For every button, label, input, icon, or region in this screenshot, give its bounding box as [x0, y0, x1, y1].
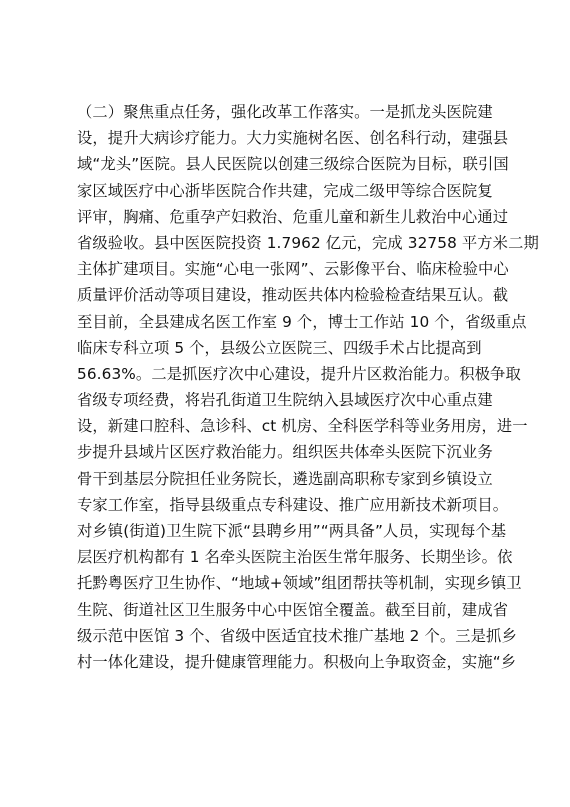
text-line: 层医疗机构都有 1 名牵头医院主治医生常年服务、长期坐诊。依 [77, 548, 513, 567]
text-line: 质量评价活动等项目建设，推动医共体内检验检查结果互认。截 [77, 286, 509, 305]
text-line: 主体扩建项目。实施“心电一张网”、云影像平台、临床检验中心 [77, 260, 509, 279]
text-line: 至目前，全县建成名医工作室 9 个，博士工作站 10 个，省级重点 [77, 312, 527, 331]
text-line: 级示范中医馆 3 个、省级中医适宜技术推广基地 2 个。三是抓乡 [77, 626, 517, 645]
body-paragraph [77, 99, 539, 675]
text-line: 对乡镇(街道)卫生院下派“县聘乡用”“两具备”人员，实现每个基 [77, 522, 507, 540]
text-line: 评审，胸痛、危重孕产妇救治、危重儿童和新生儿救治中心通过 [77, 207, 509, 226]
text-line: 专家工作室，指导县级重点专科建设、推广应用新技术新项目。 [77, 495, 509, 514]
text-line: 56.63%。二是抓医疗次中心建设，提升片区救治能力。积极争取 [77, 364, 521, 383]
text-line: 家区域医疗中心浙毕医院合作共建，完成二级甲等综合医院复 [77, 181, 493, 200]
text-line: 步提升县域片区医疗救治能力。组织医共体牵头医院下沉业务 [77, 443, 493, 462]
text-line: 省级验收。县中医医院投资 1.7962 亿元，完成 32758 平方米二期 [77, 233, 539, 252]
text-line: 域“龙头”医院。县人民医院以创建三级综合医院为目标，联引国 [77, 155, 509, 174]
text-line: 托黔粤医疗卫生协作、“地域+领域”组团帮扶等机制，实现乡镇卫 [77, 574, 522, 593]
text-line: 设，提升大病诊疗能力。大力实施树名医、创名科行动，建强县 [77, 129, 509, 148]
text-line: 临床专科立项 5 个，县级公立医院三、四级手术占比提高到 [77, 338, 482, 357]
text-line: 生院、街道社区卫生服务中心中医馆全覆盖。截至目前，建成省 [77, 600, 509, 619]
text-line: 省级专项经费，将岩孔街道卫生院纳入县域医疗次中心重点建 [77, 391, 493, 410]
text-line: 村一体化建设，提升健康管理能力。积极向上争取资金，实施“乡 [77, 652, 517, 671]
text-line: 骨干到基层分院担任业务院长，遴选副高职称专家到乡镇设立 [77, 469, 493, 488]
text-line: 设，新建口腔科、急诊科、ct 机房、全科医学科等业务用房，进一 [77, 417, 528, 436]
text-line: （二）聚焦重点任务，强化改革工作落实。一是抓龙头医院建 [77, 103, 493, 121]
